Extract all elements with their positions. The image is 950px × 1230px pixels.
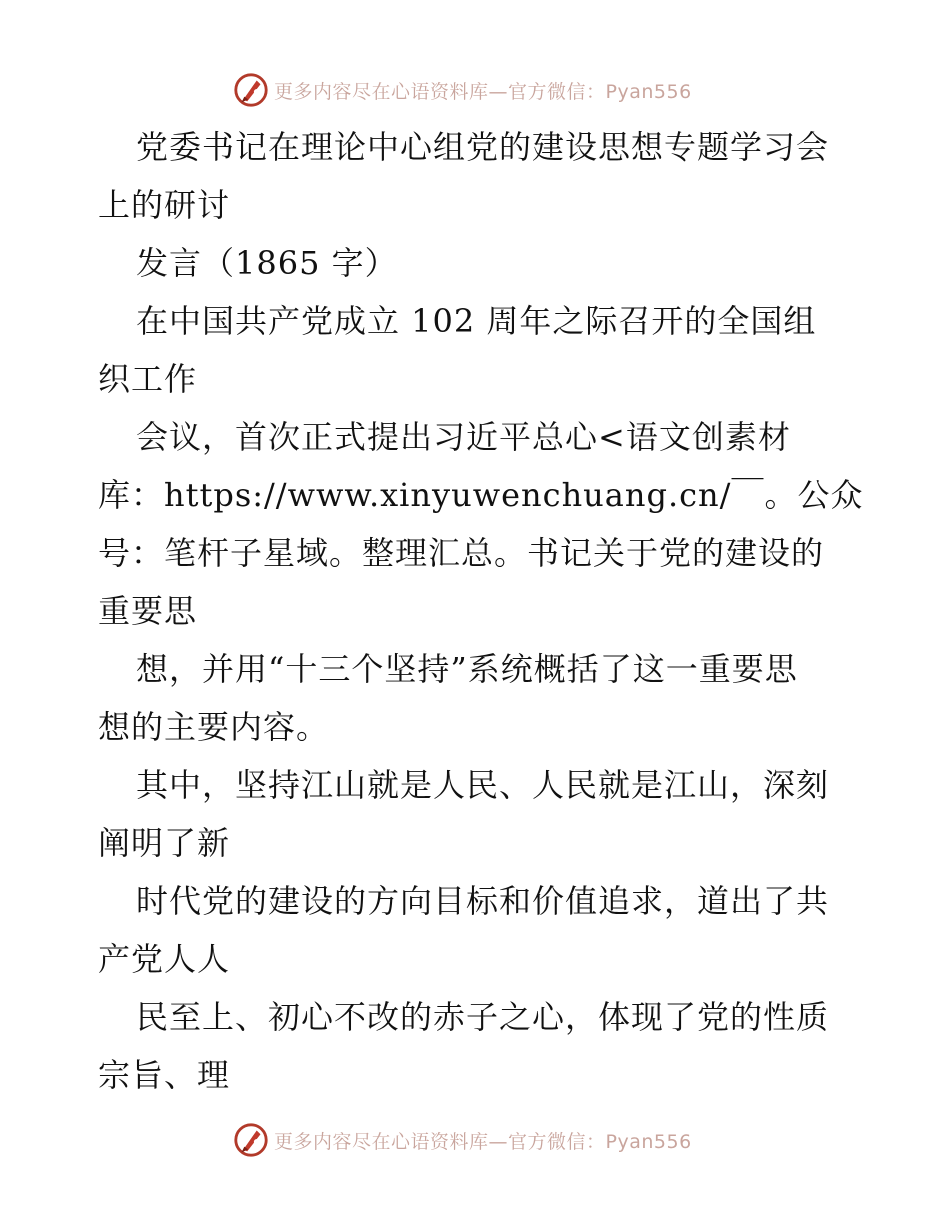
- paragraph-line: 发言（1865 字）: [136, 244, 398, 282]
- paragraph-line: 会议，首次正式提出习近平总心<语文创素材: [136, 418, 791, 456]
- paragraph-line: 库：https://www.xinyuwenchuang.cn/￣。公众: [98, 476, 864, 514]
- paragraph-line: 在中国共产党成立 102 周年之际召开的全国组: [136, 302, 817, 340]
- document-body: [98, 118, 864, 1104]
- paragraph-line: 织工作: [98, 360, 198, 398]
- paragraph-line: 想的主要内容。: [98, 708, 330, 746]
- paragraph-line: 党委书记在理论中心组党的建设思想专题学习会: [136, 128, 830, 166]
- header-watermark-text: 更多内容尽在心语资料库—官方微信：Pyan556: [274, 80, 692, 103]
- paragraph-line: 重要思: [98, 592, 198, 630]
- paragraph-line: 时代党的建设的方向目标和价值追求，道出了共: [136, 882, 830, 920]
- paragraph-line: 产党人人: [98, 940, 231, 978]
- paragraph-line: 上的研讨: [98, 186, 231, 224]
- paragraph-line: 民至上、初心不改的赤子之心，体现了党的性质: [136, 998, 830, 1036]
- paragraph-line: 宗旨、理: [98, 1056, 231, 1094]
- paragraph-line: 号：笔杆子星域。整理汇总。书记关于党的建设的: [98, 534, 825, 572]
- pen-nib-logo-icon: [232, 71, 270, 109]
- pen-nib-logo-icon: [232, 1121, 270, 1159]
- paragraph-line: 其中，坚持江山就是人民、人民就是江山，深刻: [136, 766, 830, 804]
- paragraph-line: 想，并用“十三个坚持”系统概括了这一重要思: [136, 650, 798, 688]
- footer-watermark-text: 更多内容尽在心语资料库—官方微信：Pyan556: [274, 1130, 692, 1153]
- header-watermark-banner: [232, 70, 692, 110]
- paragraph-line: 阐明了新: [98, 824, 231, 862]
- footer-watermark-banner: [232, 1120, 692, 1160]
